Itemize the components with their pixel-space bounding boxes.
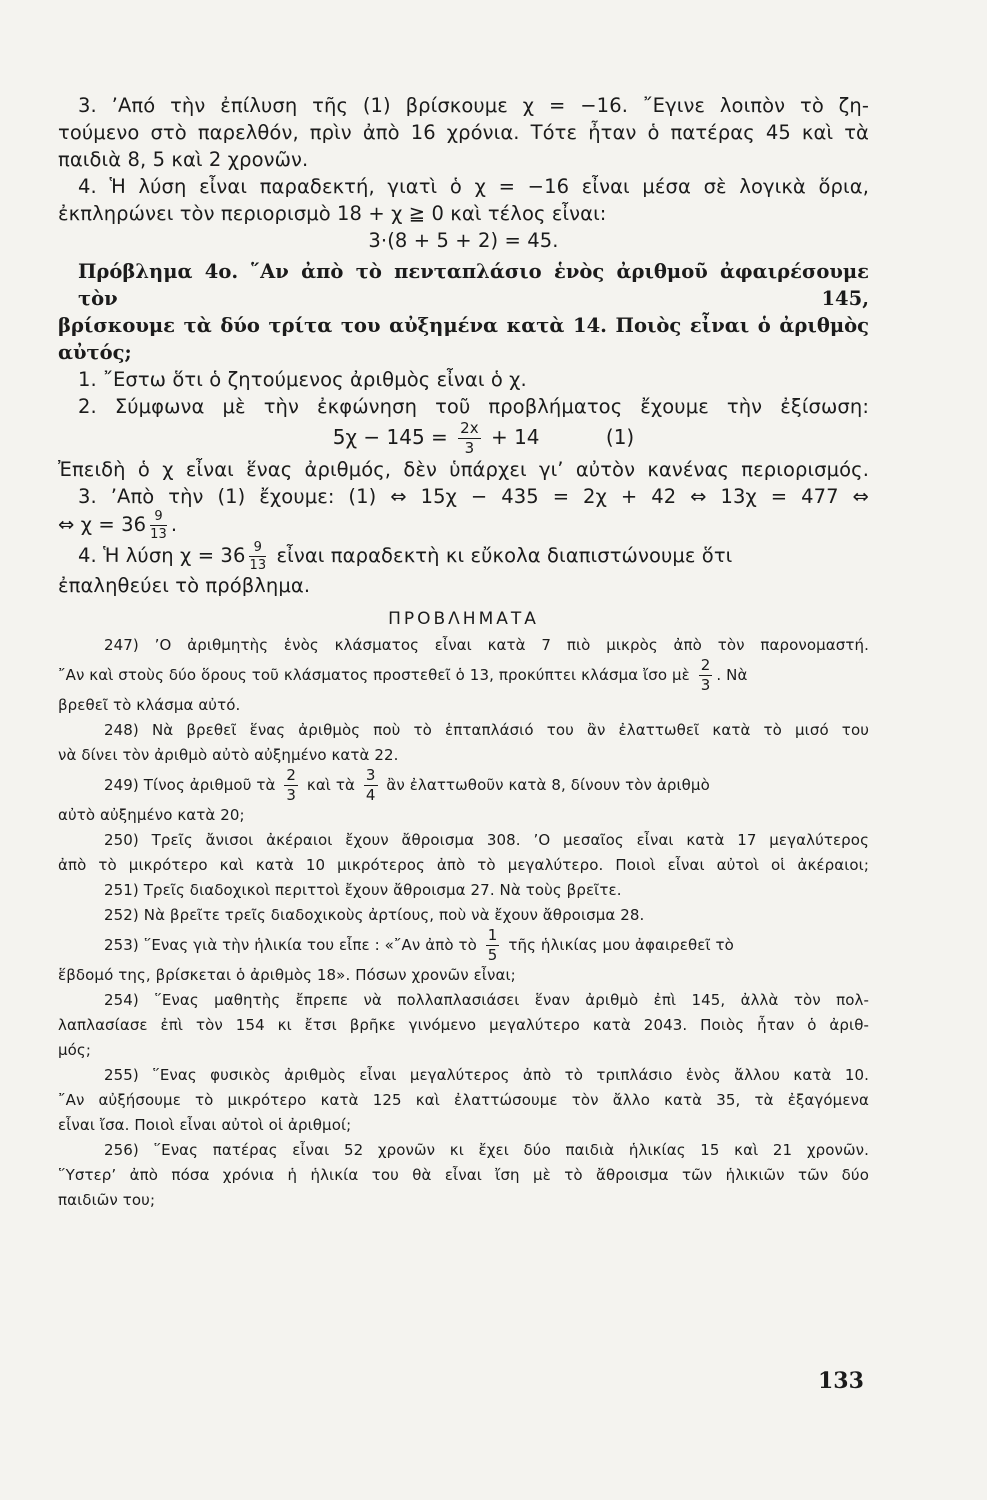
problem-254-line: λαπλασίασε ἐπὶ τὸν 154 κι ἔτσι βρῆκε γινόμενο μεγαλύτερο κατὰ 2043. Ποιὸς ἦταν ὁ ἀριθ- [58, 1016, 869, 1034]
problem-248: 248) Νὰ βρεθεῖ ἕνας ἀριθμὸς ποὺ τὸ ἑπταπλάσιό του ἂν ἐλαττωθεῖ κατὰ τὸ μισό του [104, 721, 869, 739]
fraction [284, 768, 298, 803]
text-fragment: . Νὰ [716, 666, 748, 684]
text-fragment: εἶναι παραδεκτὴ κι εὔκολα διαπιστώνουμε ὅτι [276, 544, 733, 567]
fraction-denominator: 3 [286, 786, 296, 803]
problem-254: 254) ῞Ενας μαθητὴς ἔπρεπε νὰ πολλαπλασιάσει ἕναν ἀριθμὸ ἐπὶ 145, ἀλλὰ τὸν πολ- [104, 991, 869, 1009]
text-line: 2. Σύμφωνα μὲ τὴν ἐκφώνηση τοῦ προβλήματος ἔχουμε τὴν ἐξίσωση: [78, 395, 869, 418]
text-line: 4. Ἡ λύση εἶναι παραδεκτή, γιατὶ ὁ χ = −16 εἶναι μέσα σὲ λογικὰ ὅρια, [78, 175, 869, 198]
problem-256-line: παιδιῶν του; [58, 1191, 156, 1209]
fraction [150, 510, 167, 541]
problem-249 [58, 768, 869, 803]
problems-list [58, 633, 869, 1213]
problem-title: βρίσκουμε τὰ δύο τρίτα του αὐξημένα κατὰ 14. Ποιὸς εἶναι ὁ ἀριθμὸς αὐτός; [58, 314, 869, 364]
fraction-numerator: 2 [700, 658, 711, 674]
problem-250-line: ἀπὸ τὸ μικρότερο καὶ κατὰ 10 μικρότερος ἀπὸ τὸ μεγαλύτερο. Ποιοὶ εἶναι αὐτοὶ οἱ ἀκέραιοι; [58, 856, 869, 874]
fraction-denominator: 13 [150, 527, 167, 541]
problem-250: 250) Τρεῖς ἄνισοι ἀκέραιοι ἔχουν ἄθροισμα 308. ’Ο μεσαῖος εἶναι κατὰ 17 μεγαλύτερος [104, 831, 869, 849]
text-fragment: . [170, 513, 178, 536]
problem-248-line: νὰ δίνει τὸν ἀριθμὸ αὐτὸ αὐξημένο κατὰ 22. [58, 746, 399, 764]
fraction-numerator: 1 [487, 928, 498, 944]
problem-255-line: εἶναι ἴσα. Ποιοὶ εἶναι αὐτοὶ οἱ ἀριθμοί; [58, 1116, 352, 1134]
fraction-numerator: 9 [249, 541, 266, 557]
text-fragment: 249) Τίνος ἀριθμοῦ τὰ [104, 776, 276, 794]
fraction [486, 928, 500, 963]
equation-line [58, 510, 869, 541]
equation-tag: (1) [605, 425, 635, 449]
text-fragment: καὶ τὰ [306, 776, 355, 794]
text-fragment: ῎Αν καὶ στοὺς δύο ὅρους τοῦ κλάσματος προστεθεῖ ὁ 13, προκύπτει κλάσμα ἴσο μὲ [58, 666, 690, 684]
problem-247-line: βρεθεῖ τὸ κλάσμα αὐτό. [58, 696, 241, 714]
problem-256-line: ῞Υστερ’ ἀπὸ πόσα χρόνια ἡ ἡλικία του θὰ εἶναι ἴση μὲ τὸ ἄθροισμα τῶν ἡλικιῶν τῶν δύο [58, 1166, 869, 1184]
equation-left: 5χ − 145 = [332, 425, 448, 449]
text-line: τούμενο στὸ παρελθόν, πρὶν ἀπὸ 16 χρόνια. Τότε ἦταν ὁ πατέρας 45 καὶ τὰ [58, 121, 869, 144]
fraction-denominator: 4 [365, 786, 376, 803]
text-line: ἐκπληρώνει τὸν περιορισμὸ 18 + χ ≧ 0 καὶ τέλος εἶναι: [58, 202, 607, 225]
fraction-numerator: 2 [286, 768, 296, 784]
text-line: 1. ῎Εστω ὅτι ὁ ζητούμενος ἀριθμὸς εἶναι ὁ χ. [78, 368, 527, 391]
problem-254-line: μός; [58, 1041, 91, 1059]
problem-247: 247) ’Ο ἀριθμητὴς ἑνὸς κλάσματος εἶναι κατὰ 7 πιὸ μικρὸς ἀπὸ τὸν παρονομαστή. [104, 636, 869, 654]
problem-255: 255) ῞Ενας φυσικὸς ἀριθμὸς εἶναι μεγαλύτερος ἀπὸ τὸ τριπλάσιο ἑνὸς ἄλλου κατὰ 10. [104, 1066, 869, 1084]
problem-251: 251) Τρεῖς διαδοχικοὶ περιττοὶ ἔχουν ἄθροισμα 27. Νὰ τοὺς βρεῖτε. [104, 881, 622, 899]
text-line: Ἐπειδὴ ὁ χ εἶναι ἕνας ἀριθμός, δὲν ὑπάρχει γι’ αὐτὸν κανένας περιορισμός. [58, 458, 869, 481]
fraction [364, 768, 378, 803]
equation-1 [58, 420, 869, 456]
text-line [58, 541, 869, 572]
fraction [458, 421, 480, 456]
fraction-denominator: 3 [700, 676, 711, 693]
text-fragment: 4. Ἡ λύση χ = 36 [78, 544, 246, 567]
fraction-numerator: 2x [460, 419, 479, 437]
fraction-numerator: 3 [365, 768, 376, 784]
problem-256: 256) ῞Ενας πατέρας εἶναι 52 χρονῶν κι ἔχει δύο παιδιὰ ἡλικίας 15 καὶ 21 χρονῶν. [104, 1141, 869, 1159]
fraction-denominator: 3 [464, 439, 475, 457]
section-a [58, 92, 869, 254]
section-heading: ΠΡΟΒΛΗΜΑΤΑ [388, 609, 539, 629]
fraction-numerator: 9 [150, 510, 167, 526]
fraction-denominator: 5 [487, 946, 498, 963]
problem-title: Πρόβλημα 4ο. ῞Αν ἀπὸ τὸ πενταπλάσιο ἑνὸς ἀριθμοῦ ἀφαιρέσουμε τὸν 145, [78, 260, 869, 310]
text-fragment: 253) ῞Ενας γιὰ τὴν ἡλικία του εἶπε : «῎Αν ἀπὸ τὸ [104, 936, 477, 954]
problem-253-line: ἕβδομό της, βρίσκεται ὁ ἀριθμὸς 18». Πόσων χρονῶν εἶναι; [58, 966, 516, 984]
fraction [699, 658, 713, 693]
problem-4 [58, 258, 869, 599]
problem-253 [58, 928, 869, 963]
text-fragment: τῆς ἡλικίας μου ἀφαιρεθεῖ τὸ [508, 936, 734, 954]
problem-249-line: αὐτὸ αὐξημένο κατὰ 20; [58, 806, 245, 824]
text-line: 3. ’Από τὴν ἐπίλυση τῆς (1) βρίσκουμε χ = −16. ῎Εγινε λοιπὸν τὸ ζη- [78, 94, 869, 117]
page-number: 133 [818, 1368, 864, 1394]
problem-247-line [58, 658, 869, 693]
equation-line: 3·(8 + 5 + 2) = 45. [368, 229, 559, 252]
text-line: 3. ’Απὸ τὴν (1) ἔχουμε: (1) ⇔ 15χ − 435 = 2χ + 42 ⇔ 13χ = 477 ⇔ [78, 485, 869, 508]
fraction-denominator: 13 [249, 558, 267, 572]
fraction [249, 541, 266, 572]
text-line: ἐπαληθεύει τὸ πρόβλημα. [58, 574, 311, 597]
problem-252: 252) Νὰ βρεῖτε τρεῖς διαδοχικοὺς ἀρτίους, ποὺ νὰ ἔχουν ἄθροισμα 28. [104, 906, 645, 924]
text-line: παιδιὰ 8, 5 καὶ 2 χρονῶν. [58, 148, 309, 171]
problem-255-line: ῎Αν αὐξήσουμε τὸ μικρότερο κατὰ 125 καὶ ἐλαττώσουμε τὸν ἄλλο κατὰ 35, τὰ ἐξαγόμενα [58, 1091, 869, 1109]
equation-right: + 14 [490, 425, 540, 449]
text-fragment: ⇔ χ = 36 [58, 513, 147, 536]
text-fragment: ἂν ἐλαττωθοῦν κατὰ 8, δίνουν τὸν ἀριθμὸ [386, 776, 710, 794]
